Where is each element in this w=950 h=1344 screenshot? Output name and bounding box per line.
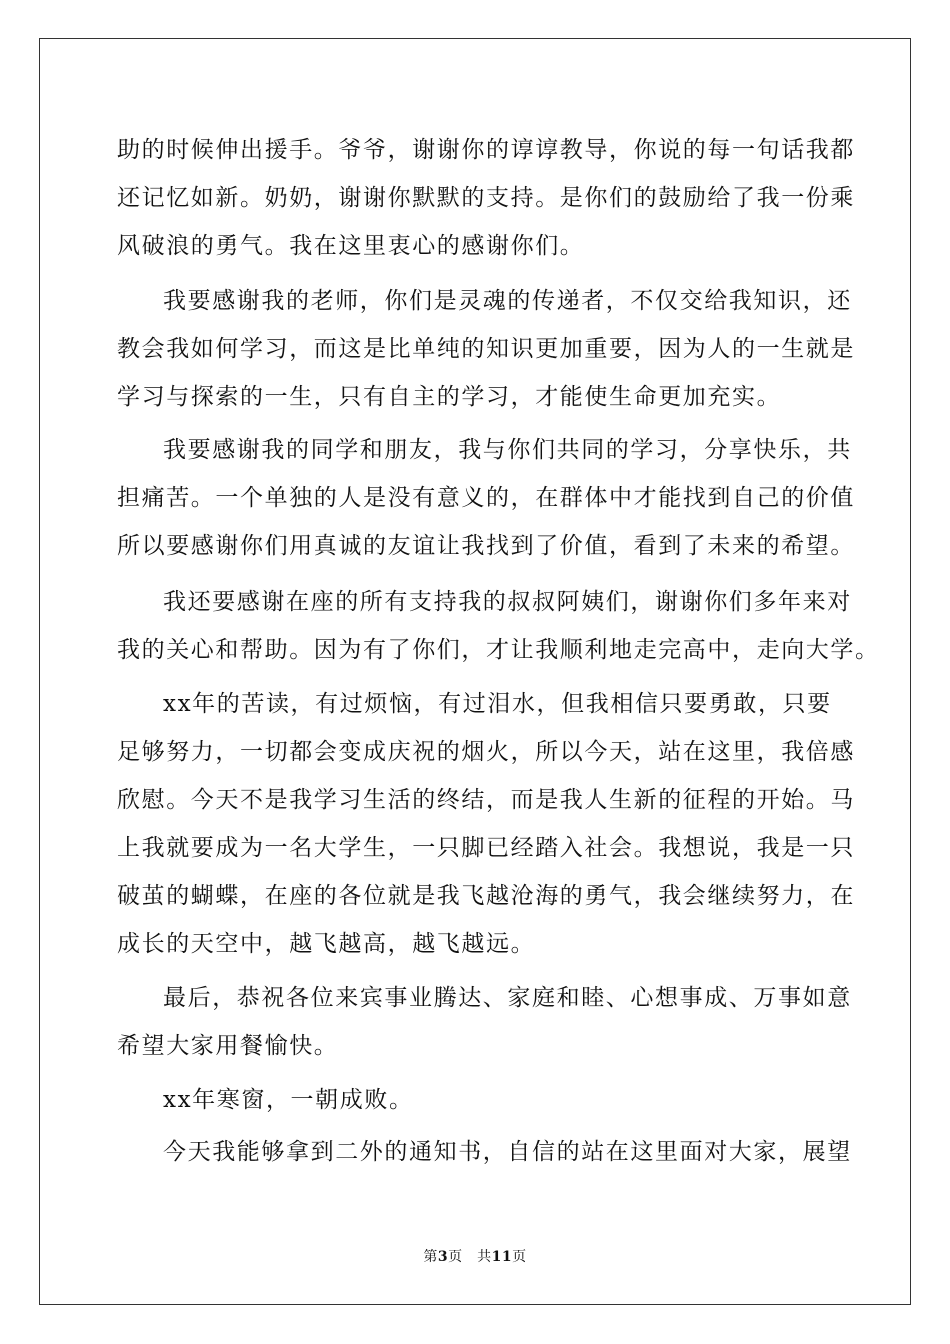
text-line: 破茧的蝴蝶，在座的各位就是我飞越沧海的勇气，我会继续努力，在 (117, 883, 855, 909)
text-line: 还记忆如新。奶奶，谢谢你默默的支持。是你们的鼓励给了我一份乘 (117, 185, 855, 211)
paragraph-first-line: 今天我能够拿到二外的通知书，自信的站在这里面对大家，展望 (163, 1139, 852, 1165)
text-line: 我的关心和帮助。因为有了你们，才让我顺利地走完高中，走向大学。 (117, 637, 880, 663)
text-line: 风破浪的勇气。我在这里衷心的感谢你们。 (117, 233, 585, 259)
paragraph-first-line: 我要感谢我的老师，你们是灵魂的传递者，不仅交给我知识，还 (163, 288, 852, 314)
paragraph-first-line: xx年寒窗，一朝成败。 (163, 1087, 414, 1113)
paragraph-first-line: 最后，恭祝各位来宾事业腾达、家庭和睦、心想事成、万事如意 (163, 985, 852, 1011)
paragraph-first-line: xx年的苦读，有过烦恼，有过泪水，但我相信只要勇敢，只要 (163, 691, 832, 717)
paragraph-first-line: 我要感谢我的同学和朋友，我与你们共同的学习，分享快乐，共 (163, 437, 852, 463)
text-line: 欣慰。今天不是我学习生活的终结，而是我人生新的征程的开始。马 (117, 787, 855, 813)
page-prefix: 第 (423, 1249, 438, 1265)
page-total: 11 (491, 1249, 513, 1265)
page-number-footer (0, 1247, 950, 1267)
text-line: 成长的天空中，越飞越高，越飞越远。 (117, 931, 536, 957)
text-line: 足够努力，一切都会变成庆祝的烟火，所以今天，站在这里，我倍感 (117, 739, 855, 765)
text-line: 希望大家用餐愉快。 (117, 1033, 339, 1059)
page-suffix: 页 (512, 1249, 527, 1265)
text-line: 学习与探索的一生，只有自主的学习，才能使生命更加充实。 (117, 384, 782, 410)
page-mid: 页 共 (448, 1249, 492, 1265)
text-line: 助的时候伸出援手。爷爷，谢谢你的谆谆教导，你说的每一句话我都 (117, 137, 855, 163)
paragraph-first-line: 我还要感谢在座的所有支持我的叔叔阿姨们，谢谢你们多年来对 (163, 589, 852, 615)
text-line: 所以要感谢你们用真诚的友谊让我找到了价值，看到了未来的希望。 (117, 533, 855, 559)
text-line: 担痛苦。一个单独的人是没有意义的，在群体中才能找到自己的价值 (117, 485, 855, 511)
page-current: 3 (437, 1249, 449, 1265)
text-line: 教会我如何学习，而这是比单纯的知识更加重要，因为人的一生就是 (117, 336, 855, 362)
text-line: 上我就要成为一名大学生，一只脚已经踏入社会。我想说，我是一只 (117, 835, 855, 861)
